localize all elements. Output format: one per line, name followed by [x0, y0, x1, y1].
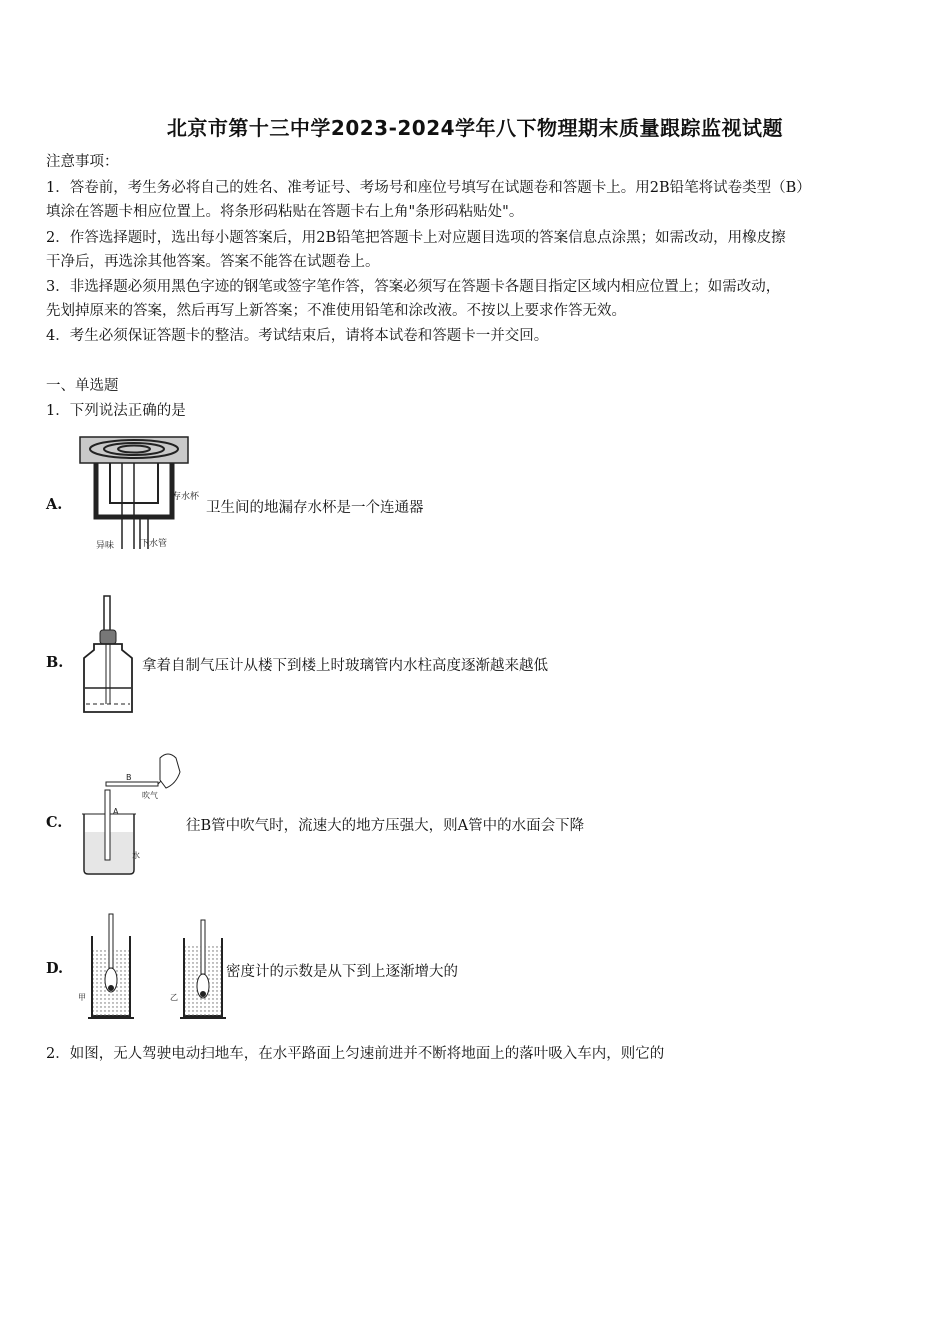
- question-1-stem: 1．下列说法正确的是: [46, 403, 186, 419]
- figure-label: B: [126, 773, 132, 782]
- question-2-stem: 2．如图，无人驾驶电动扫地车，在水平路面上匀速前进并不断将地面上的落叶吸入车内，则它的: [46, 1046, 665, 1062]
- notice-line: 4．考生必须保证答题卡的整洁。考试结束后，请将本试卷和答题卡一并交回。: [46, 328, 549, 344]
- option-d-label: D.: [46, 960, 64, 977]
- figure-label: 存水杯: [172, 492, 200, 502]
- section-heading: 一、单选题: [46, 378, 119, 394]
- figure-label: A: [113, 807, 119, 816]
- exam-title: 北京市第十三中学2023-2024学年八下物理期末质量跟踪监视试题: [166, 116, 784, 140]
- notice-heading: 注意事项：: [46, 154, 119, 170]
- floor-drain-figure: [76, 433, 206, 553]
- notice-line: 填涂在答题卡相应位置上。将条形码粘贴在答题卡右上角"条形码粘贴处"。: [46, 204, 524, 220]
- option-c-text: 往B管中吹气时，流速大的地方压强大，则A管中的水面会下降: [186, 818, 585, 834]
- figure-label: 乙: [170, 993, 178, 1002]
- figure-label: 下水管: [140, 539, 168, 549]
- figure-label: 吹气: [142, 791, 158, 800]
- option-c-label: C.: [46, 814, 63, 831]
- figure-label: 甲: [78, 993, 86, 1002]
- notice-line: 1．答卷前，考生务必将自己的姓名、准考证号、考场号和座位号填写在试题卷和答题卡上。用2B铅笔将试卷类型（B）: [46, 180, 811, 196]
- blowing-tube-figure: [76, 750, 188, 876]
- figure-label: 水: [132, 851, 140, 860]
- notice-line: 先划掉原来的答案，然后再写上新答案；不准使用铅笔和涂改液。不按以上要求作答无效。: [46, 303, 626, 319]
- notice-line: 干净后，再选涂其他答案。答案不能答在试题卷上。: [46, 254, 380, 270]
- option-b-label: B.: [46, 654, 64, 671]
- hydrometer-figure: [76, 910, 226, 1024]
- notice-line: 3．非选择题必须用黑色字迹的钢笔或签字笔作答，答案必须写在答题卡各题目指定区域内相应位置上；如需改动，: [46, 279, 781, 295]
- figure-label: 异味: [96, 541, 115, 551]
- option-d-text: 密度计的示数是从下到上逐渐增大的: [226, 964, 458, 980]
- barometer-figure: [76, 592, 140, 718]
- option-a-label: A.: [46, 496, 63, 513]
- notice-line: 2．作答选择题时，选出每小题答案后，用2B铅笔把答题卡上对应题目选项的答案信息点涂黑；如需改动，用橡皮擦: [46, 230, 786, 246]
- option-b-text: 拿着自制气压计从楼下到楼上时玻璃管内水柱高度逐渐越来越低: [142, 658, 548, 674]
- option-a-text: 卫生间的地漏存水杯是一个连通器: [206, 500, 424, 516]
